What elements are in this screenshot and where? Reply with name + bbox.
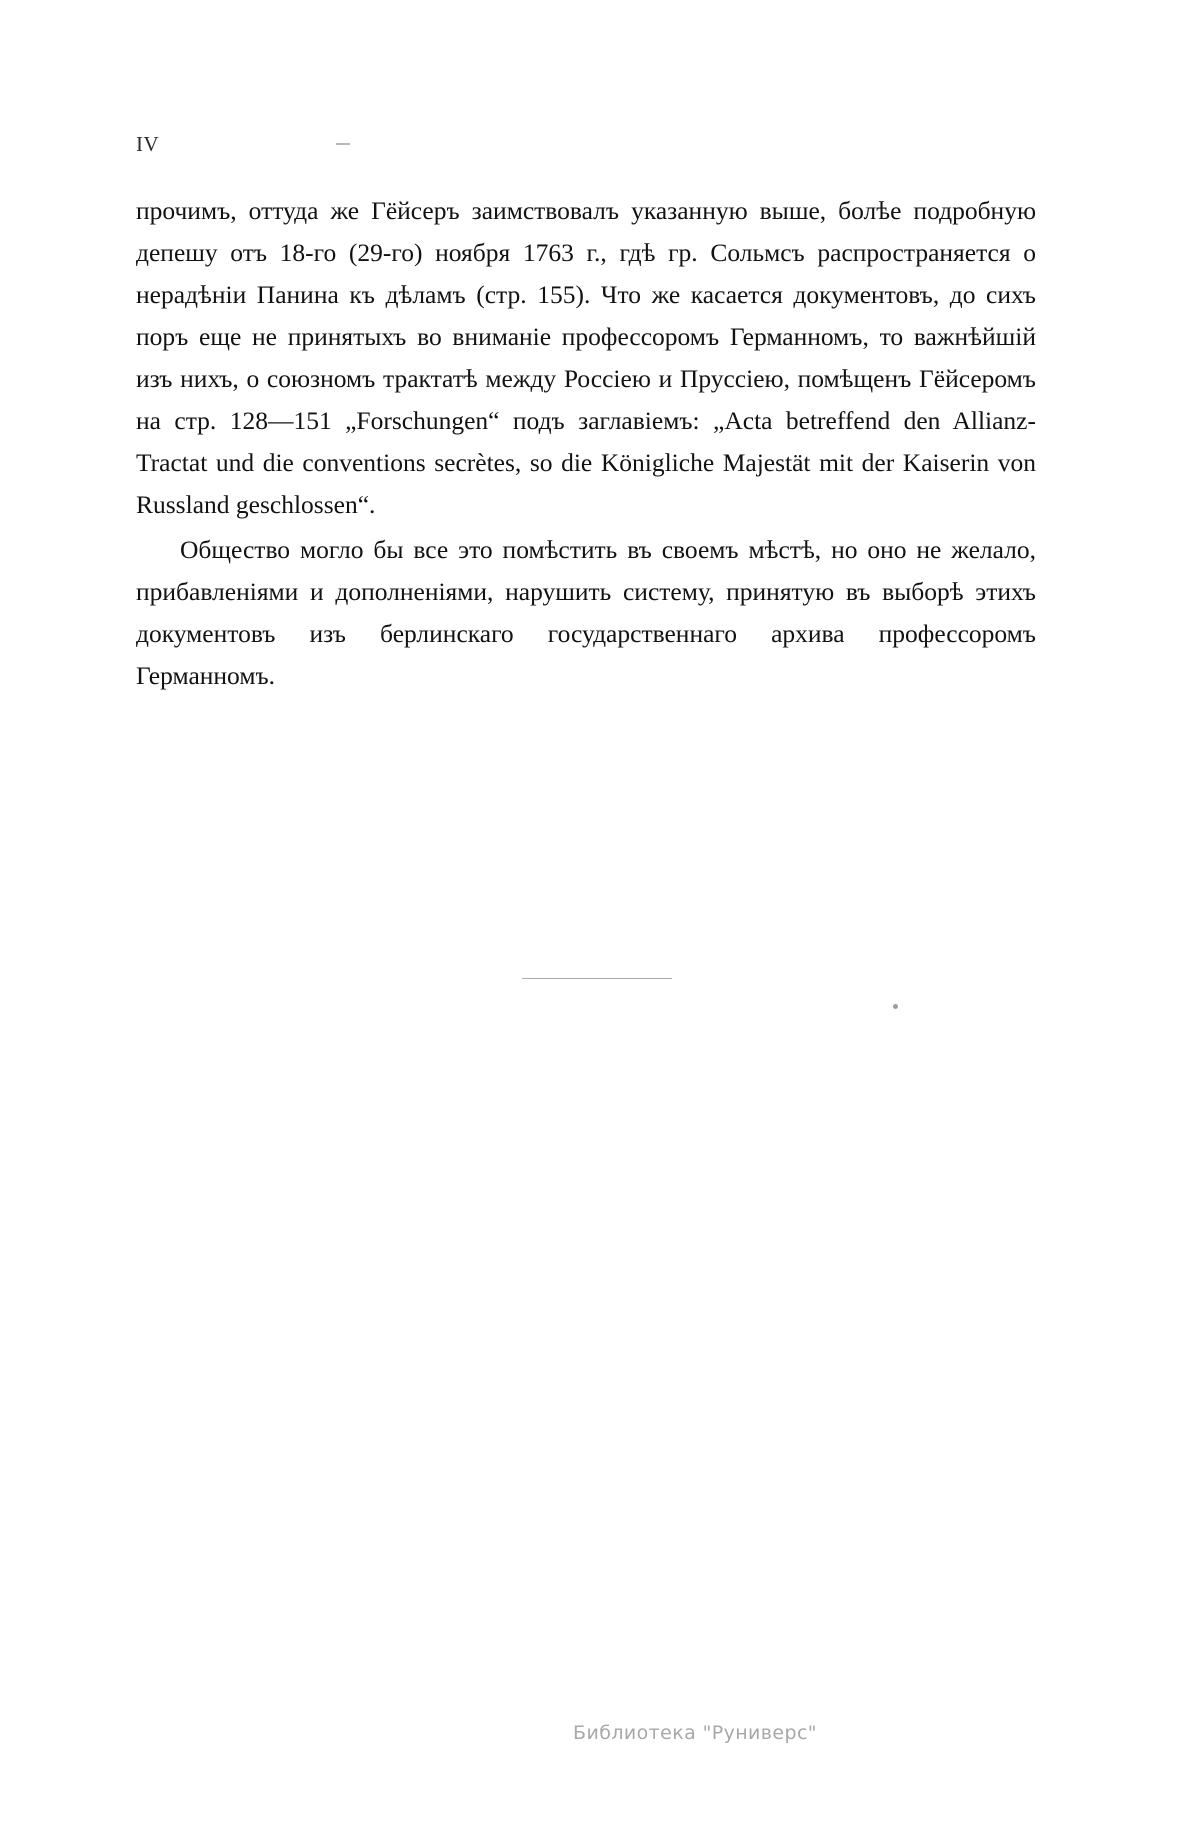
- paragraph-1: прочимъ, оттуда же Гёйсеръ заимствовалъ указанную выше, болѣе подробную депешу отъ 18-го (29-го) ноября 1763 г., гдѣ гр. Сольмсъ распространяется о нерадѣніи Панина къ дѣламъ (стр. 155). Что же касается документовъ, до сихъ поръ еще не принятыхъ во вниманіе профессоромъ Германномъ, то важнѣйшій изъ нихъ, о союзномъ трактатѣ между Россіею и Пруссіею, помѣщенъ Гёйсеромъ на стр. 128—151 „Forschungen“ подъ заглавіемъ: „Acta betreffend den Allianz-Tractat und die conventions secrètes, so die Königliche Majestät mit der Kaiserin von Russland geschlossen“.: [136, 196, 1036, 519]
- horizontal-divider: [522, 978, 672, 979]
- paragraph-2: Общество могло бы все это помѣстить въ своемъ мѣстѣ, но оно не желало, прибавленіями и дополненіями, нарушить систему, принятую въ выборѣ этихъ документовъ изъ берлинскаго государственнаго архива профессоромъ Германномъ.: [136, 535, 1036, 690]
- footer-watermark: [0, 1722, 1200, 1744]
- scan-artifact-mark: [336, 143, 350, 145]
- scan-artifact-dot: [893, 1004, 898, 1009]
- footer-watermark-label: Библиотека "Руниверс": [573, 1722, 817, 1744]
- page-number: IV: [136, 132, 160, 156]
- body-text-block: [136, 190, 1036, 697]
